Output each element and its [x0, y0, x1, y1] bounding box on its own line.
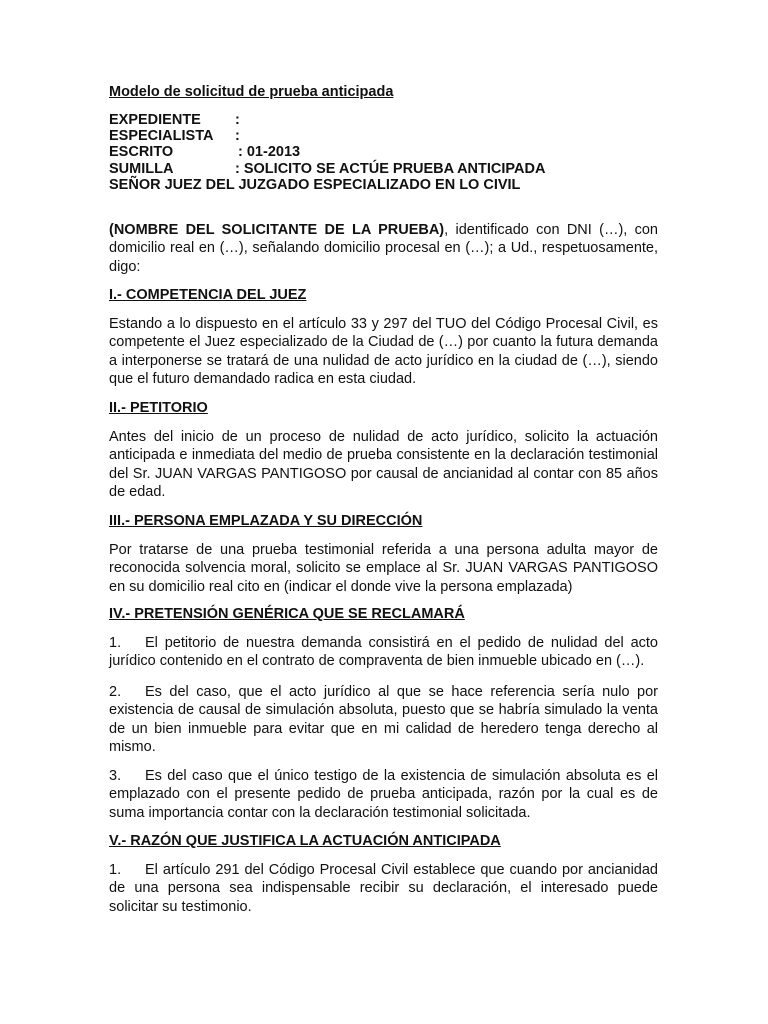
expediente-value: : — [235, 112, 240, 128]
sumilla-value: : SOLICITO SE ACTÚE PRUEBA ANTICIPADA — [235, 160, 546, 177]
intro-paragraph — [109, 221, 658, 276]
escrito-label: ESCRITO — [109, 144, 174, 161]
section-1-paragraph: Estando a lo dispuesto en el artículo 33 y 297 del TUO del Código Procesal Civil, es competente el Juez especializado de la Ciudad de (…) por cuanto la futura demanda a interponerse se tratará de una nulidad de acto jurídico en la ciudad de (…), siendo que el futuro demandado radica en esta ciudad. — [109, 316, 658, 388]
section-4-heading: IV.- PRETENSIÓN GENÉRICA QUE SE RECLAMARÁ — [109, 606, 465, 622]
section-5-heading: V.- RAZÓN QUE JUSTIFICA LA ACTUACIÓN ANTICIPADA — [109, 833, 501, 849]
section-4-item-1 — [109, 634, 658, 671]
addressee-row — [109, 177, 669, 193]
item-text: Es del caso, que el acto jurídico al que se hace referencia sería nulo por existencia de causal de simulación absoluta, puesto que se habría simulado la venta de un bien inmueble para evitar que en mi calidad de heredero tenga derecho al mismo. — [109, 684, 658, 756]
especialista-label: ESPECIALISTA — [109, 128, 214, 145]
section-4-item-3 — [109, 767, 658, 822]
section-1-heading: I.- COMPETENCIA DEL JUEZ — [109, 287, 307, 303]
intro-text: , identificado con DNI (…), con domicilio real en (…), señalando domicilio procesal en (…); a Ud., respetuosamente, digo: — [109, 222, 658, 275]
escrito-value: : 01-2013 — [238, 144, 301, 161]
section-2-heading: II.- PETITORIO — [109, 400, 208, 416]
item-text: Es del caso que el único testigo de la existencia de simulación absoluta es el emplazado con el presente pedido de prueba anticipada, razón por la cual es de suma importancia contar con la declaración testimonial solicitada. — [109, 768, 658, 821]
item-text: El petitorio de nuestra demanda consistirá en el pedido de nulidad del acto jurídico contenido en el contrato de compraventa de bien inmueble ubicado en (…). — [109, 635, 658, 670]
sumilla-row — [109, 161, 669, 177]
section-3-paragraph: Por tratarse de una prueba testimonial referida a una persona adulta mayor de reconocida solvencia moral, solicito se emplace al Sr. JUAN VARGAS PANTIGOSO en su domicilio real cito en (indicar el donde vive la persona emplazada) — [109, 542, 658, 595]
sumilla-label: SUMILLA — [109, 160, 174, 177]
especialista-row — [109, 128, 669, 144]
item-number: 3. — [109, 768, 122, 784]
item-number: 1. — [109, 635, 122, 651]
item-text: El artículo 291 del Código Procesal Civil establece que cuando por ancianidad de una persona sea indispensable recibir su declaración, el interesado puede solicitar su testimonio. — [109, 862, 658, 915]
expediente-label: EXPEDIENTE — [109, 112, 201, 128]
expediente-row — [109, 112, 669, 128]
document-title: Modelo de solicitud de prueba anticipada — [109, 84, 394, 100]
section-5-item-1 — [109, 861, 658, 916]
section-2-paragraph: Antes del inicio de un proceso de nulidad de acto jurídico, solicito la actuación anticipada e inmediata del medio de prueba consistente en la declaración testimonial del Sr. JUAN VARGAS PANTIGOSO por causal de ancianidad al contar con 85 años de edad. — [109, 429, 658, 501]
section-3-heading: III.- PERSONA EMPLAZADA Y SU DIRECCIÓN — [109, 513, 423, 529]
item-number: 2. — [109, 684, 122, 700]
especialista-value: : — [235, 128, 240, 145]
section-4-item-2 — [109, 683, 658, 757]
item-number: 1. — [109, 862, 122, 878]
applicant-name: (NOMBRE DEL SOLICITANTE DE LA PRUEBA) — [109, 222, 445, 238]
escrito-row — [109, 144, 669, 160]
addressee: SEÑOR JUEZ DEL JUZGADO ESPECIALIZADO EN LO CIVIL — [109, 176, 521, 193]
case-header — [109, 112, 669, 193]
